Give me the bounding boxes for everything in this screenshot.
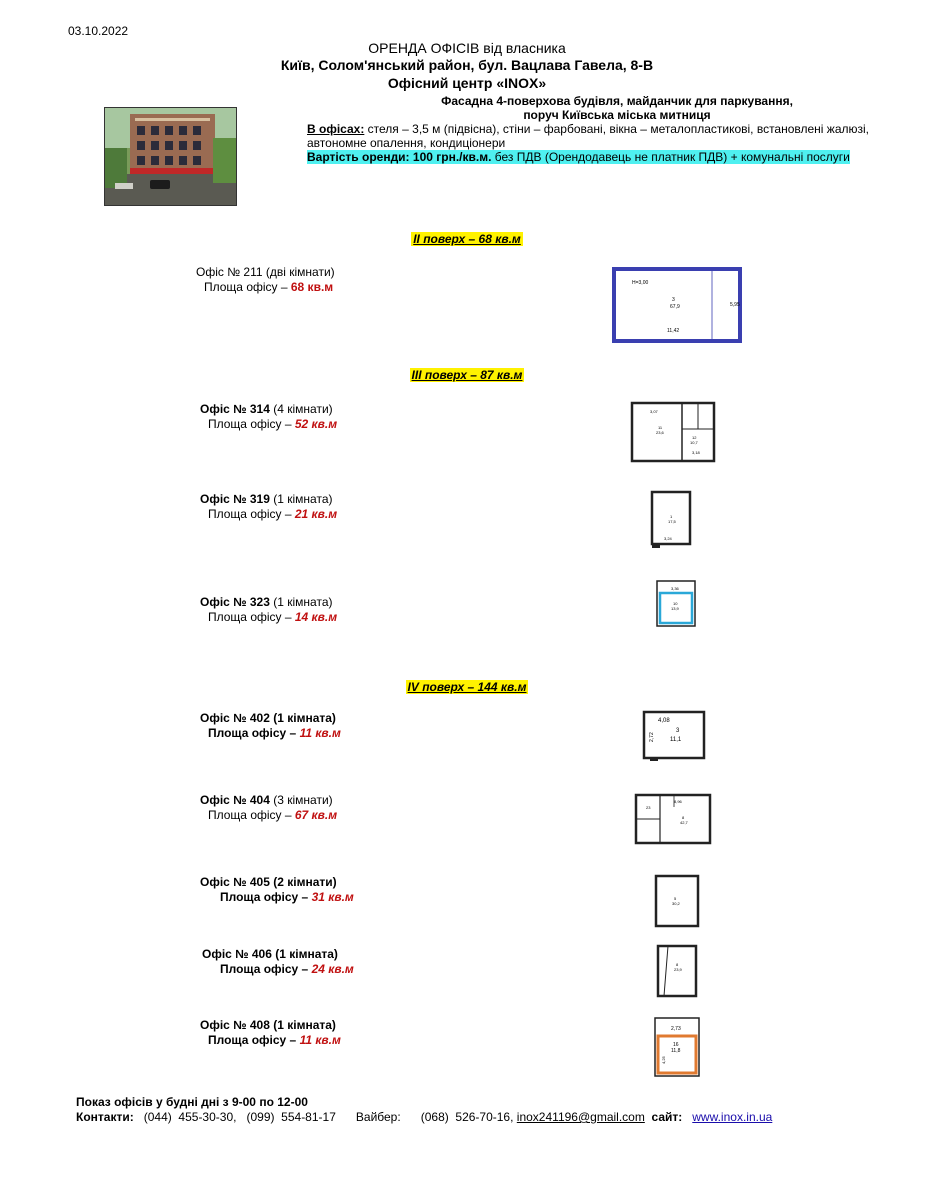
office-408-name: Офіс № 408 (1 кімната) [200, 1018, 336, 1032]
floor-2-heading: II поверх – 68 кв.м [413, 232, 521, 246]
office-314: Офіс № 314 (4 кімнати) Площа офісу – 52 кв.м [200, 402, 338, 431]
office-314-area: 52 кв.м [294, 417, 338, 431]
svg-text:2,72: 2,72 [649, 732, 655, 742]
svg-text:8: 8 [676, 962, 679, 967]
svg-text:12: 12 [692, 435, 697, 440]
building-description [307, 94, 907, 164]
office-402-area: 11 кв.м [299, 726, 341, 740]
floor-3-heading: III поверх – 87 кв.м [411, 368, 523, 382]
svg-text:Н=3,00: Н=3,00 [632, 280, 649, 286]
svg-text:5: 5 [674, 896, 677, 901]
facade-line-2: поруч Київська міська митниця [523, 108, 711, 122]
svg-text:3,24: 3,24 [664, 536, 672, 541]
svg-text:2,73: 2,73 [671, 1026, 681, 1032]
svg-text:8,96: 8,96 [674, 799, 682, 804]
document-title: ОРЕНДА ОФІСІВ від власника [368, 40, 566, 56]
office-323-name: Офіс № 323 [200, 595, 270, 609]
offices-features-text: стеля – 3,5 м (підвісна), стіни – фарбовані, вікна – металопластикові, встановлені жалюзі, автономне опалення, кондиціонери [307, 122, 870, 150]
office-404-area: 67 кв.м [294, 808, 338, 822]
office-404-name: Офіс № 404 [200, 793, 270, 807]
svg-text:3: 3 [676, 728, 680, 734]
svg-text:42,7: 42,7 [680, 820, 688, 825]
office-402-floor-plan [642, 710, 706, 762]
svg-text:5,95: 5,95 [730, 302, 740, 308]
address-line: Київ, Солом'янський район, бул. Вацлава Гавела, 8-В [280, 57, 654, 73]
office-404-floor-plan [634, 793, 712, 845]
office-405-area: 31 кв.м [311, 890, 354, 904]
viber-label: Вайбер: [355, 1110, 401, 1124]
office-402-name: Офіс № 402 (1 кімната) [200, 711, 336, 725]
svg-text:11,1: 11,1 [670, 737, 682, 743]
svg-text:23: 23 [646, 805, 651, 810]
svg-text:67,9: 67,9 [670, 304, 680, 310]
site-label: сайт: [651, 1110, 683, 1124]
phone-2[interactable]: (099) 554-81-17 [246, 1110, 336, 1124]
office-405-floor-plan [654, 874, 700, 928]
svg-text:30,2: 30,2 [672, 901, 680, 906]
offices-features-label: В офісах: [307, 122, 365, 136]
office-211-floor-plan [612, 266, 742, 344]
svg-text:10: 10 [673, 601, 678, 606]
facade-line-1: Фасадна 4-поверхова будівля, майданчик для паркування, [441, 94, 793, 108]
office-406: Офіс № 406 (1 кімната) Площа офісу – 24 кв.м [202, 947, 354, 976]
office-406-area: 24 кв.м [311, 962, 354, 976]
office-319-name: Офіс № 319 [200, 492, 270, 506]
svg-text:13,9: 13,9 [671, 606, 679, 611]
office-323: Офіс № 323 (1 кімната) Площа офісу – 14 кв.м [200, 595, 338, 624]
office-323-area: 14 кв.м [294, 610, 338, 624]
phone-1[interactable]: (044) 455-30-30, [143, 1110, 237, 1124]
floor-4-heading: IV поверх – 144 кв.м [407, 680, 527, 694]
document-date: 03.10.2022 [68, 24, 129, 38]
svg-text:11,42: 11,42 [667, 328, 680, 334]
svg-text:23,6: 23,6 [656, 430, 664, 435]
viewing-hours: Показ офісів у будні дні з 9-00 по 12-00 [76, 1095, 308, 1109]
office-408-floor-plan [653, 1016, 701, 1078]
office-404: Офіс № 404 (3 кімнати) Площа офісу – 67 кв.м [200, 793, 338, 822]
svg-text:16: 16 [673, 1042, 679, 1048]
svg-text:17,5: 17,5 [668, 519, 676, 524]
email-link[interactable]: inox241196@gmail.com [516, 1110, 645, 1124]
price-line [307, 150, 907, 164]
svg-text:23,9: 23,9 [674, 967, 682, 972]
svg-text:11: 11 [658, 425, 663, 430]
contacts-label: Контакти: [76, 1110, 134, 1124]
office-211: Офіс № 211 (дві кімнати) Площа офісу – 68 кв.м [196, 265, 335, 294]
svg-text:1: 1 [670, 514, 673, 519]
office-408-area: 11 кв.м [299, 1033, 341, 1047]
site-link[interactable]: www.inox.in.ua [692, 1110, 773, 1124]
office-314-name: Офіс № 314 [200, 402, 270, 416]
price-terms: без ПДВ (Орендодавець не платник ПДВ) + комунальні послуги [491, 150, 850, 164]
svg-text:3,36: 3,36 [671, 586, 679, 591]
svg-text:8: 8 [682, 815, 685, 820]
contacts-line [76, 1110, 772, 1125]
office-211-name: Офіс № 211 [196, 265, 263, 279]
svg-text:4,08: 4,08 [658, 718, 670, 724]
office-406-floor-plan [656, 944, 698, 998]
svg-text:10,7: 10,7 [690, 440, 698, 445]
office-405-name: Офіс № 405 (2 кімнати) [200, 875, 337, 889]
office-319-floor-plan [650, 490, 692, 552]
phone-3[interactable]: (068) 526-70-16, [420, 1110, 514, 1124]
office-319-area: 21 кв.м [294, 507, 338, 521]
offices-features [307, 122, 907, 150]
office-405: Офіс № 405 (2 кімнати) Площа офісу – 31 кв.м [200, 875, 354, 904]
office-center-name: Офісний центр «INOX» [387, 75, 547, 91]
svg-text:3,18: 3,18 [692, 450, 700, 455]
office-319: Офіс № 319 (1 кімната) Площа офісу – 21 кв.м [200, 492, 338, 521]
svg-text:11,8: 11,8 [671, 1048, 681, 1054]
office-406-name: Офіс № 406 (1 кімната) [202, 947, 338, 961]
svg-text:3: 3 [672, 297, 675, 303]
office-402: Офіс № 402 (1 кімната) Площа офісу – 11 кв.м [200, 711, 341, 740]
office-408: Офіс № 408 (1 кімната) Площа офісу – 11 кв.м [200, 1018, 341, 1047]
office-323-floor-plan [655, 579, 697, 629]
svg-text:4,25: 4,25 [661, 1056, 666, 1064]
office-211-area: 68 кв.м [290, 280, 334, 294]
svg-text:3,07: 3,07 [650, 409, 658, 414]
office-314-floor-plan [630, 401, 716, 463]
building-photo [104, 107, 237, 206]
price-label: Вартість оренди: 100 грн./кв.м. [307, 150, 492, 164]
